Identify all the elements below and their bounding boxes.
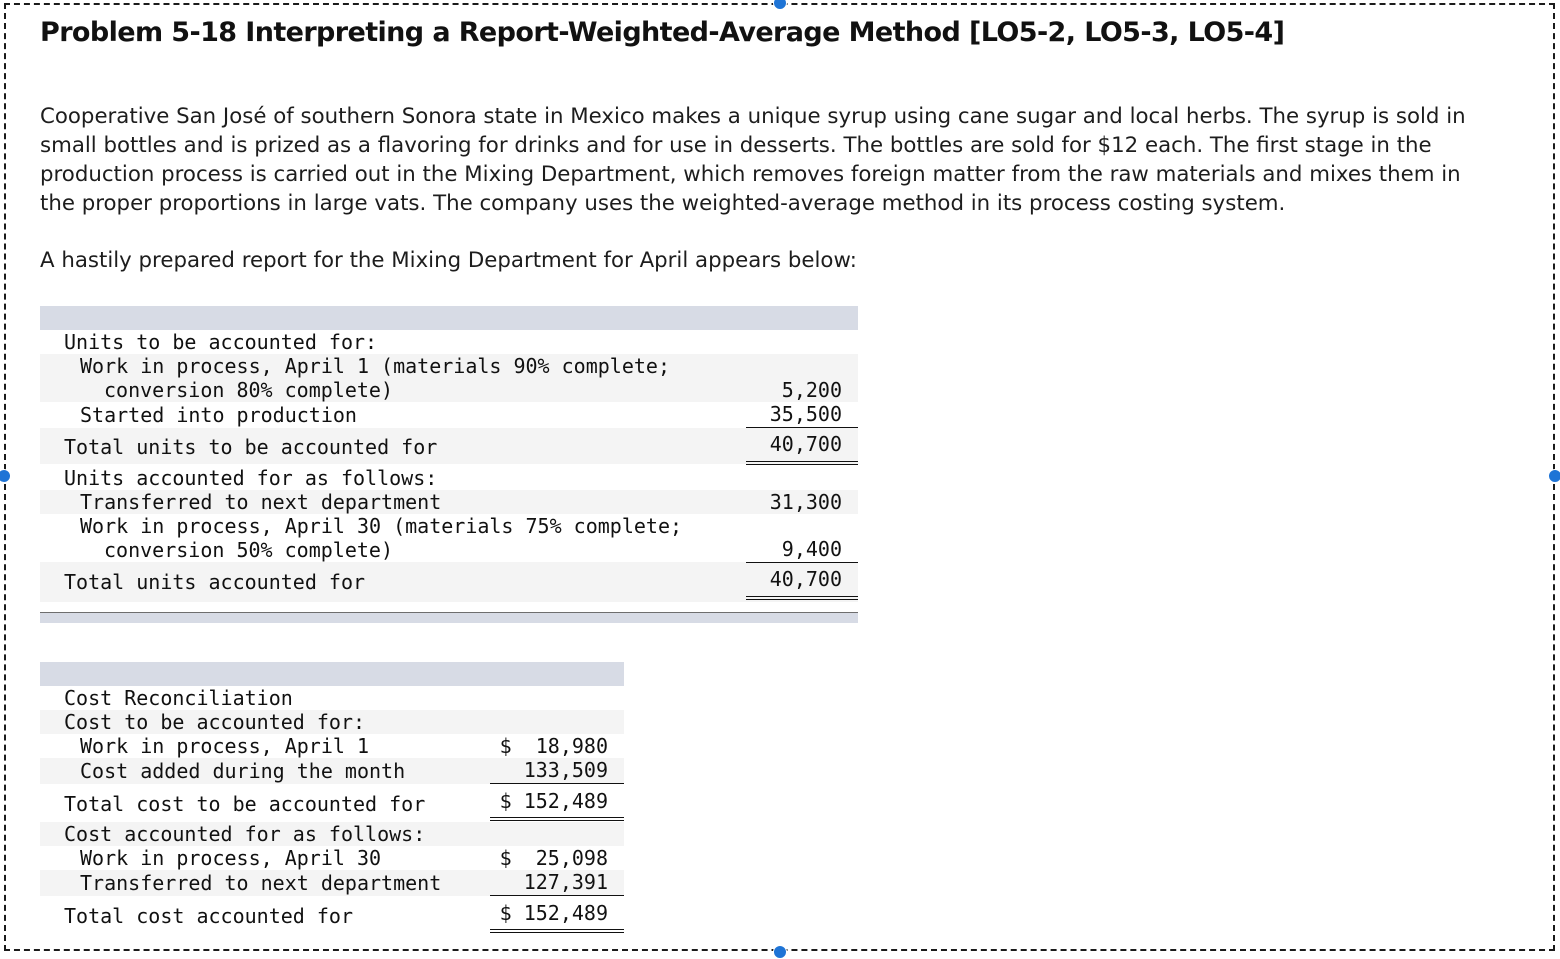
resize-handle-right[interactable] <box>1548 469 1560 483</box>
description-line: small bottles and is prized as a flavoring for drinks and for use in desserts. The bottles are sold for $12 each. The first stage in the <box>40 133 1432 158</box>
total-cost-for-value: $ 152,489 <box>499 901 608 925</box>
units-heading-for: Units accounted for as follows: <box>64 466 438 490</box>
wip-april30-label-cont: conversion 50% complete) <box>104 538 393 562</box>
transferred-cost-value: 127,391 <box>523 870 608 894</box>
cost-heading-for: Cost accounted for as follows: <box>64 822 426 846</box>
resize-handle-bottom[interactable] <box>773 945 787 959</box>
subtotal-rule <box>746 427 858 428</box>
total-double-rule <box>746 461 858 465</box>
total-double-rule <box>746 596 858 600</box>
subtotal-rule <box>490 783 624 784</box>
subtotal-rule <box>746 562 858 563</box>
wip-april1-units: 5,200 <box>781 378 842 402</box>
total-cost-to-label: Total cost to be accounted for <box>64 792 426 816</box>
wip-april1-label-cont: conversion 80% complete) <box>104 378 393 402</box>
total-to-units: 40,700 <box>769 432 842 456</box>
cost-heading-to: Cost to be accounted for: <box>64 710 366 734</box>
table-header-bar <box>40 662 624 686</box>
started-units: 35,500 <box>769 402 842 426</box>
total-for-label: Total units accounted for <box>64 570 366 594</box>
total-double-rule <box>490 929 624 933</box>
total-cost-to-value: $ 152,489 <box>499 789 608 813</box>
description-line: the proper proportions in large vats. The company uses the weighted-average method in its process costing system. <box>40 191 1286 216</box>
wip-april1-cost: $ 18,980 <box>499 734 608 758</box>
wip-april1-label: Work in process, April 1 (materials 90% complete; <box>80 354 671 378</box>
cost-report-title: Cost Reconciliation <box>64 686 293 710</box>
wip-april30-units: 9,400 <box>781 537 842 561</box>
subtotal-rule <box>490 895 624 896</box>
transferred-cost-label: Transferred to next department <box>80 871 442 895</box>
total-cost-for-label: Total cost accounted for <box>64 904 353 928</box>
wip-april30-cost: $ 25,098 <box>499 846 608 870</box>
description-line: production process is carried out in the Mixing Department, which removes foreign matter from the raw materials and mixes them in <box>40 162 1461 187</box>
transferred-label: Transferred to next department <box>80 490 442 514</box>
wip-april30-cost-label: Work in process, April 30 <box>80 846 382 870</box>
started-label: Started into production <box>80 403 357 427</box>
problem-title: Problem 5-18 Interpreting a Report-Weighted-Average Method [LO5-2, LO5-3, LO5-4] <box>40 17 1285 48</box>
report-intro: A hastily prepared report for the Mixing Department for April appears below: <box>40 248 857 273</box>
transferred-units: 31,300 <box>769 490 842 514</box>
wip-april30-label: Work in process, April 30 (materials 75% complete; <box>80 514 683 538</box>
table-footer-bar <box>40 612 858 623</box>
total-double-rule <box>490 817 624 821</box>
total-to-label: Total units to be accounted for <box>64 435 438 459</box>
units-heading-to: Units to be accounted for: <box>64 330 378 354</box>
description-line: Cooperative San José of southern Sonora state in Mexico makes a unique syrup using cane sugar and local herbs. The syrup is sold in <box>40 104 1466 129</box>
problem-description <box>40 102 1545 218</box>
table-header-bar <box>40 306 858 330</box>
cost-added-value: 133,509 <box>523 758 608 782</box>
total-for-units: 40,700 <box>769 567 842 591</box>
cost-added-label: Cost added during the month <box>80 759 406 783</box>
wip-april1-cost-label: Work in process, April 1 <box>80 734 369 758</box>
